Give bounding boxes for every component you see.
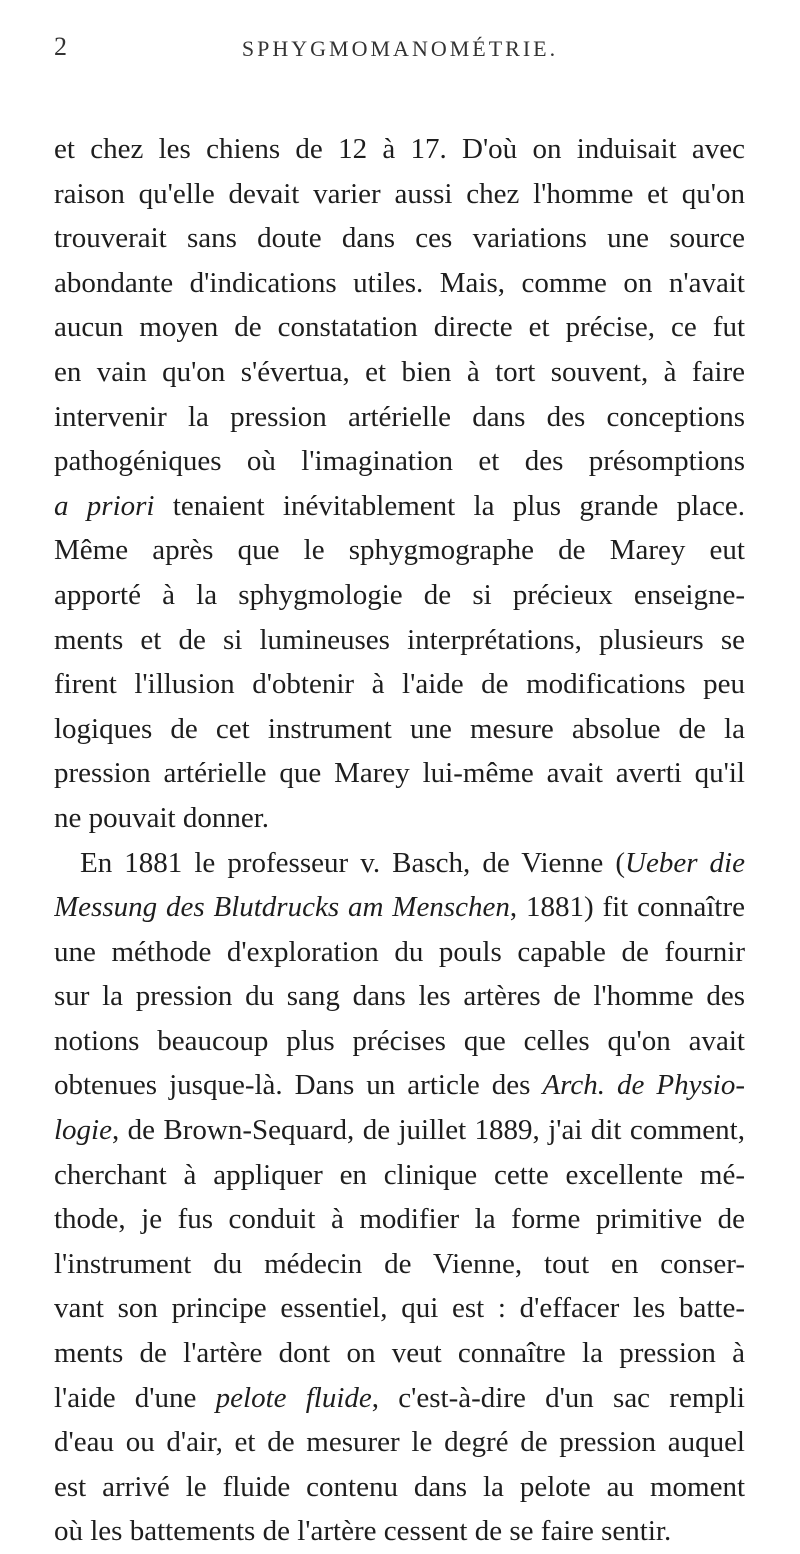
text-run: raison qu'elle devait varier aussi chez l'homme et qu'on bbox=[54, 177, 745, 210]
text-line bbox=[54, 1108, 745, 1153]
text-line bbox=[54, 261, 745, 306]
text-line bbox=[54, 1242, 745, 1287]
text-line bbox=[54, 974, 745, 1019]
text-run: vant son principe essentiel, qui est : d'effacer les batte- bbox=[54, 1292, 745, 1325]
text-run: Même après que le sphygmographe de Marey eut bbox=[54, 534, 745, 567]
text-line bbox=[54, 439, 745, 484]
text-run: ne pouvait donner. bbox=[54, 801, 270, 834]
text-run: l'aide d'une bbox=[54, 1381, 216, 1414]
running-head: SPHYGMOMANOMÉTRIE. bbox=[241, 36, 559, 61]
text-line bbox=[54, 1286, 745, 1331]
text-run: l'instrument du médecin de Vienne, tout en conser- bbox=[54, 1247, 745, 1280]
text-run: aucun moyen de constatation directe et précise, ce fut bbox=[54, 311, 745, 344]
page-header bbox=[54, 32, 746, 72]
text-line bbox=[54, 350, 745, 395]
text-run: pathogéniques où l'imagination et des présomptions bbox=[54, 445, 745, 478]
text-line bbox=[54, 1197, 745, 1242]
italic-text: Arch. de Physio- bbox=[542, 1069, 745, 1102]
text-run: cherchant à appliquer en clinique cette excellente mé- bbox=[54, 1158, 745, 1191]
text-run: abondante d'indications utiles. Mais, comme on n'avait bbox=[54, 266, 745, 299]
text-run: thode, je fus conduit à modifier la forme primitive de bbox=[54, 1203, 745, 1236]
text-line bbox=[54, 707, 745, 752]
text-line bbox=[54, 172, 745, 217]
text-line bbox=[54, 930, 745, 975]
text-line bbox=[54, 1376, 745, 1421]
text-run: En 1881 le professeur v. Basch, de Vienne ( bbox=[80, 846, 626, 879]
text-run: en vain qu'on s'évertua, et bien à tort souvent, à faire bbox=[54, 355, 745, 388]
italic-text: logie bbox=[54, 1114, 112, 1147]
text-run: , de Brown-Sequard, de juillet 1889, j'ai dit comment, bbox=[112, 1114, 745, 1147]
text-line bbox=[54, 127, 745, 172]
text-line bbox=[54, 796, 745, 841]
text-line bbox=[54, 1420, 745, 1465]
text-run: d'eau ou d'air, et de mesurer le degré de pression auquel bbox=[54, 1426, 745, 1459]
text-run: apporté à la sphygmologie de si précieux enseigne- bbox=[54, 578, 745, 611]
text-line bbox=[54, 395, 745, 440]
text-line bbox=[54, 1331, 745, 1376]
italic-text: Messung des Blutdrucks am Menschen bbox=[54, 891, 510, 924]
text-run: pression artérielle que Marey lui-même avait averti qu'il bbox=[54, 757, 745, 790]
text-line bbox=[54, 885, 745, 930]
text-line bbox=[54, 662, 745, 707]
text-run: ments de l'artère dont on veut connaître la pression à bbox=[54, 1337, 745, 1370]
italic-text: Ueber die bbox=[625, 846, 745, 879]
page-number: 2 bbox=[54, 32, 67, 61]
text-line bbox=[54, 216, 745, 261]
text-run: logiques de cet instrument une mesure absolue de la bbox=[54, 712, 745, 745]
text-line bbox=[54, 528, 745, 573]
text-run: trouverait sans doute dans ces variations une source bbox=[54, 222, 745, 255]
italic-text: a priori bbox=[54, 489, 155, 522]
text-line bbox=[54, 1509, 745, 1554]
text-line bbox=[54, 1465, 745, 1510]
text-line bbox=[54, 618, 745, 663]
text-run: tenaient inévitablement la plus grande place. bbox=[154, 489, 745, 522]
text-run: obtenues jusque-là. Dans un article des bbox=[54, 1069, 543, 1102]
text-run: une méthode d'exploration du pouls capable de fournir bbox=[54, 935, 745, 968]
text-line bbox=[54, 484, 745, 529]
italic-text: pelote fluide bbox=[215, 1381, 372, 1414]
text-run: où les battements de l'artère cessent de se faire sentir. bbox=[54, 1515, 672, 1548]
text-run: ments et de si lumineuses interprétations, plusieurs se bbox=[54, 623, 745, 656]
text-run: sur la pression du sang dans les artères de l'homme des bbox=[54, 980, 745, 1013]
text-run: , 1881) fit connaître bbox=[509, 891, 745, 924]
text-line bbox=[54, 751, 745, 796]
text-run: et chez les chiens de 12 à 17. D'où on induisait avec bbox=[54, 133, 745, 165]
text-run: notions beaucoup plus précises que celles qu'on avait bbox=[54, 1024, 745, 1057]
text-line bbox=[54, 1063, 745, 1108]
text-run: intervenir la pression artérielle dans des conceptions bbox=[54, 400, 745, 433]
text-line bbox=[54, 305, 745, 350]
text-line bbox=[54, 573, 745, 618]
text-line bbox=[54, 1019, 745, 1064]
text-run: est arrivé le fluide contenu dans la pelote au moment bbox=[54, 1470, 745, 1503]
text-run: , c'est-à-dire d'un sac rempli bbox=[371, 1381, 745, 1414]
text-line bbox=[54, 1153, 745, 1198]
text-line bbox=[54, 841, 745, 886]
body-text bbox=[54, 127, 745, 1554]
text-run: firent l'illusion d'obtenir à l'aide de modifications peu bbox=[54, 668, 745, 701]
